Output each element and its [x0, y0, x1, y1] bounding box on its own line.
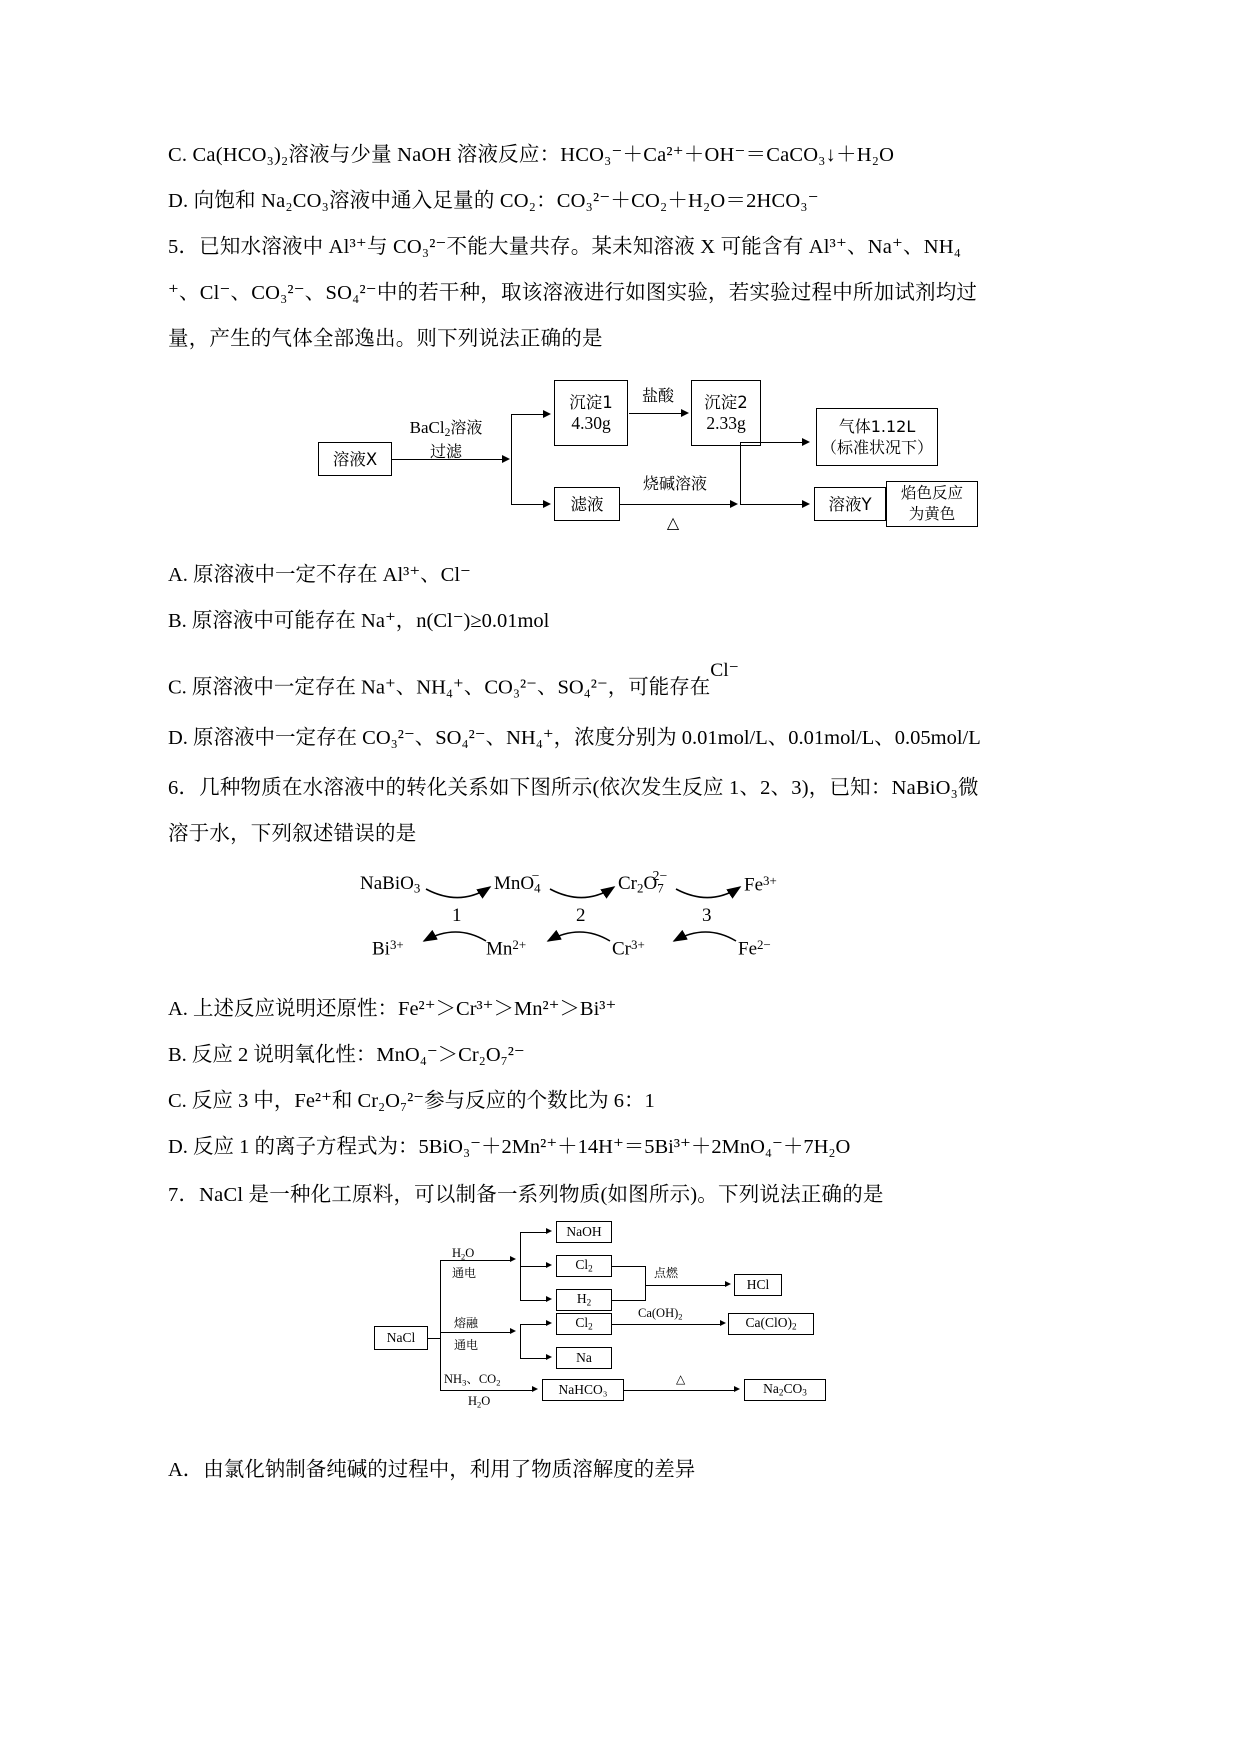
- q5-stem-line1: 5．已知水溶液中 Al³⁺与 CO₃²⁻不能大量共存。某未知溶液 X 可能含有 Al³⁺、Na⁺、NH₄: [168, 236, 962, 258]
- box-na: Na: [556, 1347, 612, 1369]
- label-water-branch3: $H_2O$: [468, 1393, 491, 1409]
- species-cr3-plus: $Cr^{3+}$: [612, 936, 645, 959]
- q6-stem-line2: 溶于水，下列叙述错误的是: [168, 822, 417, 845]
- species-fe3-plus: $Fe^{3+}$: [744, 872, 777, 895]
- q5-option-d: D. 原溶液中一定存在 CO₃²⁻、SO₄²⁻、NH₄⁺，浓度分别为 0.01mol/L、0.01mol/L、0.05mol/L: [168, 726, 981, 749]
- label-hydrochloric-acid: 盐酸: [641, 386, 674, 405]
- box-filtrate: 滤液: [554, 487, 620, 521]
- species-cr2o7-2minus: $Cr_2O_7^{2-}$: [618, 867, 668, 896]
- box-nacl: NaCl: [374, 1326, 428, 1350]
- q6-redox-cycle-diagram: [168, 867, 1080, 982]
- q5-option-c: [168, 644, 1080, 715]
- label-calcium-hydroxide: $Ca(OH)_2$: [638, 1305, 683, 1321]
- option-c-q4: C. Ca(HCO₃)₂溶液与少量 NaOH 溶液反应：HCO₃⁻＋Ca²⁺＋OH⁻＝CaCO₃↓＋H₂O: [168, 144, 895, 166]
- box-solution-x: 溶液X: [318, 442, 392, 476]
- species-mn2-plus: $Mn^{2+}$: [486, 936, 527, 959]
- box-nahco3: NaHCO₃: [542, 1379, 624, 1401]
- box-h2: $H_2$: [556, 1289, 612, 1311]
- reaction-number-2: 2: [576, 904, 586, 926]
- box-naoh: NaOH: [556, 1221, 612, 1243]
- label-heat-delta: △: [666, 513, 680, 532]
- label-bacl2-reagent: BaCl$_2$溶液 过滤: [409, 418, 483, 462]
- species-bi3-plus: $Bi^{3+}$: [372, 936, 404, 959]
- q7-nacl-flow-diagram: [168, 1223, 1080, 1423]
- q6-option-a: A. 上述反应说明还原性：Fe²⁺＞Cr³⁺＞Mn²⁺＞Bi³⁺: [168, 997, 617, 1020]
- q5-option-b: B. 原溶液中可能存在 Na⁺，n(Cl⁻)≥0.01mol: [168, 610, 550, 632]
- q6-option-c: C. 反应 3 中，Fe²⁺和 Cr₂O₇²⁻参与反应的个数比为 6：1: [168, 1089, 655, 1112]
- box-cl2-aqueous: $Cl_2$: [556, 1255, 612, 1277]
- box-gas-product: 气体1.12L （标准状况下）: [816, 408, 938, 466]
- box-precipitate-1: 沉淀1 4.30g: [554, 380, 628, 446]
- q5-flow-diagram: [168, 368, 1080, 538]
- q5-option-c-text: C. 原溶液中一定存在 Na⁺、NH₄⁺、CO₃²⁻、SO₄²⁻，可能存在: [168, 676, 711, 699]
- option-d-q4: D. 向饱和 Na₂CO₃溶液中通入足量的 CO₂：CO₃²⁻＋CO₂＋H₂O＝2HCO₃⁻: [168, 190, 819, 212]
- q5-stem-line2: ⁺、Cl⁻、CO₃²⁻、SO₄²⁻中的若干种，取该溶液进行如图实验，若实验过程中所加试剂均过: [168, 282, 978, 304]
- q5-option-a: A. 原溶液中一定不存在 Al³⁺、Cl⁻: [168, 564, 471, 586]
- label-heat-triangle: △: [676, 1371, 686, 1386]
- q7-option-a: A．由氯化钠制备纯碱的过程中，利用了物质溶解度的差异: [168, 1458, 696, 1481]
- label-electrolysis-aqueous: 通电: [452, 1265, 477, 1280]
- box-cl2-molten: $Cl_2$: [556, 1313, 612, 1335]
- species-nabio3: NaBiO$_3$: [360, 872, 421, 896]
- reaction-number-3: 3: [702, 904, 712, 926]
- box-precipitate-2: 沉淀2 2.33g: [691, 380, 761, 446]
- box-na2co3: $Na_2CO_3$: [744, 1379, 826, 1401]
- species-fe2-minus: $Fe^{2-}$: [738, 936, 771, 959]
- label-ammonia-co2: $NH_3$、$CO_2$: [444, 1371, 501, 1387]
- label-molten: 熔融: [454, 1315, 479, 1330]
- box-flame-test-result: 焰色反应 为黄色: [886, 481, 978, 527]
- label-electrolysis-molten: 通电: [454, 1337, 479, 1352]
- box-calcium-hypochlorite: $Ca(ClO)_2$: [728, 1313, 814, 1335]
- reaction-number-1: 1: [452, 904, 462, 926]
- q6-option-b: B. 反应 2 说明氧化性：MnO₄⁻＞Cr₂O₇²⁻: [168, 1043, 525, 1066]
- box-hcl: HCl: [734, 1274, 782, 1296]
- q6-option-d: D. 反应 1 的离子方程式为：5BiO₃⁻＋2Mn²⁺＋14H⁺＝5Bi³⁺＋2MnO₄⁻＋7H₂O: [168, 1135, 851, 1158]
- label-naoh-solution: 烧碱溶液: [642, 474, 707, 493]
- q7-stem: 7．NaCl 是一种化工原料，可以制备一系列物质(如图所示)。下列说法正确的是: [168, 1183, 884, 1206]
- label-h2o-electrolysis: $H_2O$: [452, 1245, 475, 1261]
- label-ignite: 点燃: [654, 1265, 679, 1280]
- q5-option-c-superscript: Cl⁻: [710, 660, 739, 681]
- q5-stem-line3: 量，产生的气体全部逸出。则下列说法正确的是: [168, 328, 603, 350]
- box-solution-y: 溶液Y: [814, 487, 886, 521]
- species-mno4-minus: MnO$_4$−: [494, 867, 541, 896]
- page-content: [168, 132, 1080, 1493]
- q6-stem-line1: 6．几种物质在水溶液中的转化关系如下图所示(依次发生反应 1、2、3)，已知：NaBiO₃微: [168, 776, 979, 799]
